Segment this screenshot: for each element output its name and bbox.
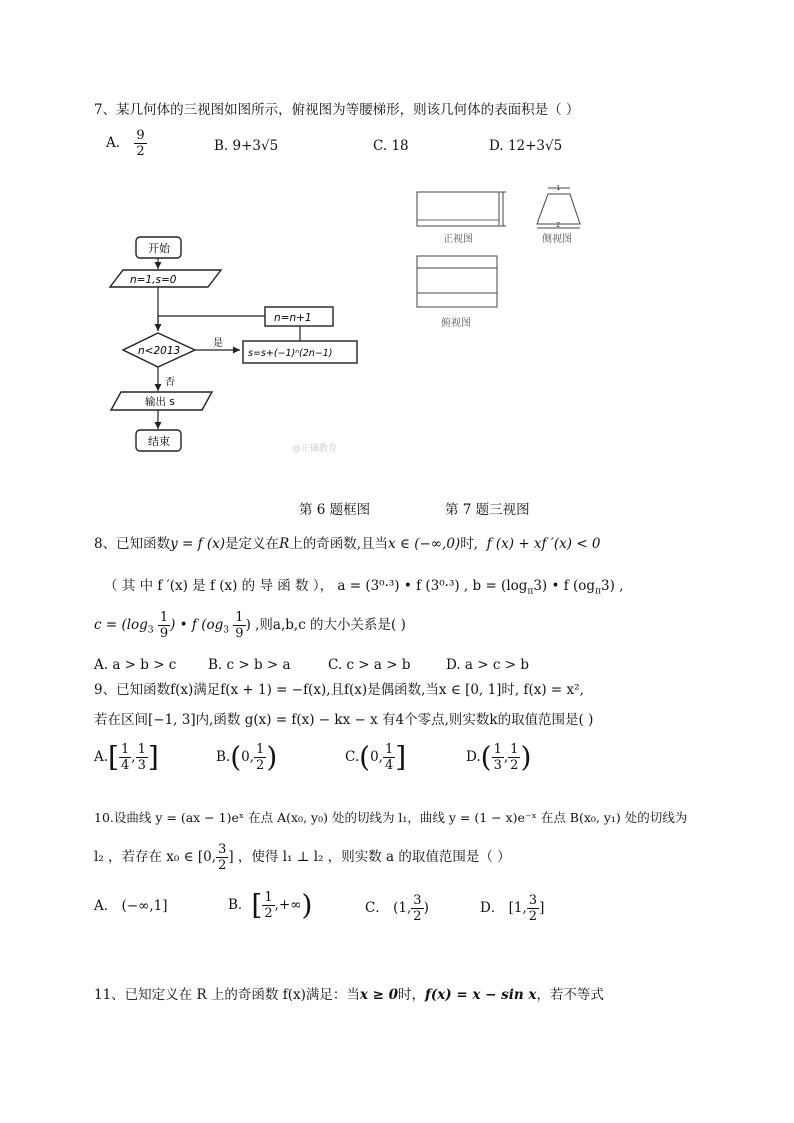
q8-option-a: A. a > b > c — [94, 657, 177, 673]
q8-line3: $c = (\log_3$ $\frac{1}{9}$ ) • f ($og_3$ $\frac{1}{9}$ ) ,则a,b,c 的大小关系是( ) — [94, 610, 406, 641]
q11-stem: 11、已知定义在 R 上的奇函数 f(x)满足：当x ≥ 0时，f(x) = x − sin x，若不等式 — [94, 987, 604, 1003]
flow-init-text: n=1,s=0 — [130, 274, 177, 286]
watermark: @正确教育 — [292, 444, 338, 454]
side-view-trapezoid — [537, 194, 580, 224]
fig6-caption: 第 6 题框图 — [299, 502, 371, 518]
q8-option-d: D. a > c > b — [446, 657, 529, 673]
q8-option-b: B. c > b > a — [208, 657, 291, 673]
flow-end-text: 结束 — [148, 435, 170, 448]
flow-start-text: 开始 — [148, 242, 170, 255]
side-dim-bottom: 2 — [556, 221, 561, 229]
q7-option-c: C. 18 — [373, 138, 409, 154]
side-view-label: 侧视图 — [542, 234, 572, 245]
q9-option-d: D.( $\frac{1}{3}$ , $\frac{1}{2}$ ) — [466, 740, 532, 774]
flow-condition-text: n<2013 — [138, 345, 181, 357]
q9-option-a: A.[ $\frac{1}{4}$ , $\frac{1}{3}$ ] — [94, 740, 159, 774]
q10-option-b: B．[ $\frac{1}{2}$ ,+∞) — [228, 888, 313, 922]
q10-option-d: D． [1, $\frac{3}{2}$ ] — [480, 893, 545, 924]
q7-option-d: D. 12+3√5 — [489, 138, 563, 154]
q7-option-a: A. $\frac{9}{2}$ — [106, 128, 145, 159]
q8-line1: 8、已知函数y = f (x)是定义在R上的奇函数,且当x ∈ (−∞,0)时, f (x) + xf ′(x) < 0 — [94, 536, 601, 552]
q10-option-a: A． (−∞,1] — [94, 898, 168, 914]
q10-option-c: C． (1, $\frac{3}{2}$ ) — [365, 893, 429, 924]
side-dim-top: 1 — [556, 184, 561, 192]
flow-update-n-text: n=n+1 — [274, 312, 312, 324]
three-views-figure — [405, 180, 605, 340]
flow-yes-label: 是 — [213, 338, 223, 349]
flow-update-s-text: s=s+(−1)ⁿ(2n−1) — [248, 348, 333, 359]
q7-option-b: B. 9+3√5 — [214, 138, 279, 154]
flow-output-text: 输出 s — [145, 396, 175, 408]
q8-option-c: C. c > a > b — [328, 657, 411, 673]
q9-option-c: C.(0, $\frac{1}{4}$ ] — [345, 740, 407, 774]
top-view-rect — [417, 256, 497, 307]
flowchart-figure — [88, 225, 378, 460]
front-view-label: 正视图 — [443, 234, 473, 245]
q9-line2: 若在区间[−1, 3]内,函数 g(x) = f(x) − kx − x 有4个零点,则实数k的取值范围是( ) — [94, 712, 594, 728]
q7-stem: 7、某几何体的三视图如图所示，俯视图为等腰梯形，则该几何体的表面积是（ ） — [94, 102, 580, 118]
front-view-rect — [417, 192, 499, 226]
top-view-label: 俯视图 — [441, 318, 471, 329]
q10-line1: 10.设曲线 y = (ax − 1)eˣ 在点 A(x₀, y₀) 处的切线为 l₁，曲线 y = (1 − x)e⁻ˣ 在点 B(x₀, y₁) 处的切线为 — [94, 810, 688, 825]
q9-line1: 9、已知函数f(x)满足f(x + 1) = −f(x),且f(x)是偶函数,当x ∈ [0, 1]时, f(x) = x², — [94, 682, 584, 698]
q9-option-b: B.(0, $\frac{1}{2}$ ) — [216, 740, 278, 774]
q10-line2: l₂ ，若存在 x₀ ∈ [0, $\frac{3}{2}$ ] ，使得 l₁ ⊥ l₂ ，则实数 a 的取值范围是（ ） — [94, 842, 511, 873]
flow-no-label: 否 — [165, 377, 175, 388]
fig7-caption: 第 7 题三视图 — [445, 502, 530, 518]
q8-line2: （ 其 中 f ′(x) 是 f (x) 的 导 函 数 ）， a = (3⁰·³) • f (3⁰·³) , $b = (\log_\pi 3)$ • f $(og_\pi 3)$ , — [104, 578, 624, 597]
